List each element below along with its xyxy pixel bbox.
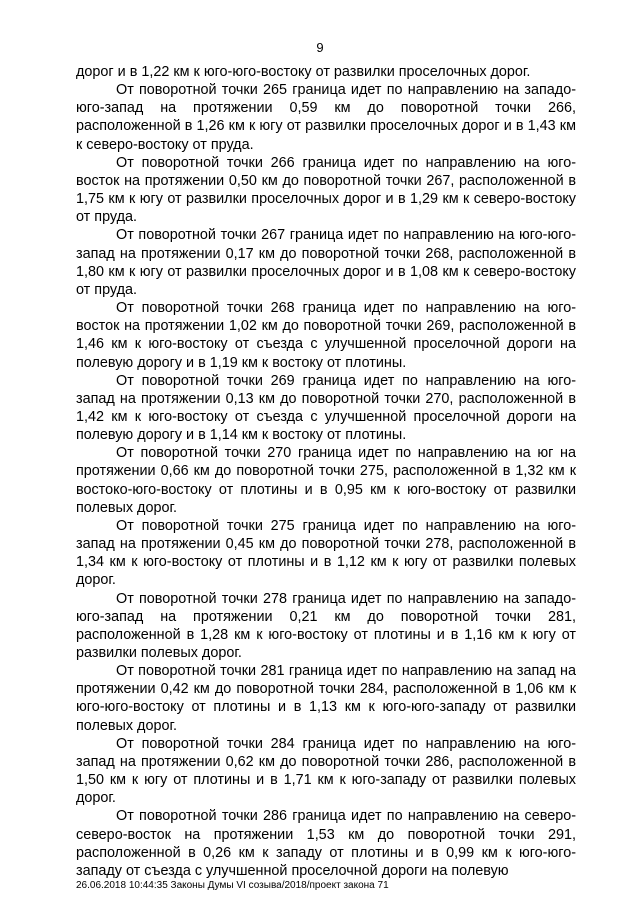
paragraph-point-270: От поворотной точки 270 граница идет по направлению на юг на протяжении 0,66 км до поворотной точки 275, расположенной в 1,32 км к востоко-юго-востоку от плотины и в 0,95 км к юго-востоку от развилки полевых дорог.	[76, 445, 576, 516]
paragraph-point-286: От поворотной точки 286 граница идет по направлению на северо-северо-восток на протяжении 1,53 км до поворотной точки 291, расположенной в 0,26 км к западу от плотины и в 0,99 км к юго-юго-западу от съезда с улучшенной проселочной дороги на полевую	[76, 808, 576, 879]
paragraph-continuation: дорог и в 1,22 км к юго-юго-востоку от развилки проселочных дорог.	[76, 64, 531, 80]
paragraph-point-284: От поворотной точки 284 граница идет по направлению на юго-запад на протяжении 0,62 км до поворотной точки 286, расположенной в 1,50 км к югу от плотины и в 1,71 км к юго-западу от развилки полевых дорог.	[76, 735, 576, 807]
paragraph-point-269: От поворотной точки 269 граница идет по направлению на юго-запад на протяжении 0,13 км до поворотной точки 270, расположенной в 1,42 км к юго-востоку от съезда с улучшенной проселочной дороги на полевую дорогу и в 1,14 км к востоку от плотины.	[76, 372, 576, 444]
paragraph-point-281: От поворотной точки 281 граница идет по направлению на запад на протяжении 0,42 км до поворотной точки 284, расположенной в 1,06 км к юго-юго-востоку от плотины и в 1,13 км к юго-юго-западу от развилки полевых дорог.	[76, 663, 576, 734]
paragraph-point-268: От поворотной точки 268 граница идет по направлению на юго-восток на протяжении 1,02 км до поворотной точки 269, расположенной в 1,46 км к юго-востоку от съезда с улучшенной проселочной дороги на полевую дорогу и в 1,19 км к востоку от плотины.	[76, 300, 576, 371]
paragraph-point-275: От поворотной точки 275 граница идет по направлению на юго-запад на протяжении 0,45 км до поворотной точки 278, расположенной в 1,34 км к юго-востоку от плотины и в 1,12 км к югу от развилки полевых дорог.	[76, 517, 576, 589]
document-body	[76, 63, 576, 880]
document-footer: 26.06.2018 10:44:35 Законы Думы VI созыва/2018/проект закона 71	[76, 880, 389, 891]
paragraph-point-267: От поворотной точки 267 граница идет по направлению на юго-юго-запад на протяжении 0,17 км до поворотной точки 268, расположенной в 1,80 км к югу от развилки проселочных дорог и в 1,08 км к северо-востоку от пруда.	[76, 227, 576, 298]
paragraph-point-265: От поворотной точки 265 граница идет по направлению на западо-юго-запад на протяжении 0,59 км до поворотной точки 266, расположенной в 1,26 км к югу от развилки проселочных дорог и в 1,43 км к северо-востоку от пруда.	[76, 82, 576, 153]
paragraph-point-278: От поворотной точки 278 граница идет по направлению на западо-юго-запад на протяжении 0,21 км до поворотной точки 281, расположенной в 1,28 км к юго-востоку от плотины и в 1,16 км к югу от развилки полевых дорог.	[76, 590, 576, 661]
paragraph-point-266: От поворотной точки 266 граница идет по направлению на юго-восток на протяжении 0,50 км до поворотной точки 267, расположенной в 1,75 км к югу от развилки проселочных дорог и в 1,29 км к северо-востоку от пруда.	[76, 154, 576, 226]
page-number: 9	[316, 40, 324, 55]
